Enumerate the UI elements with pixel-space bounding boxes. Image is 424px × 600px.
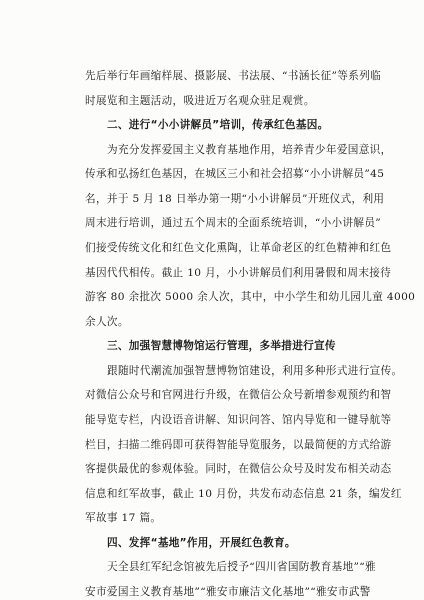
- paragraph-line: 游客 80 余批次 5000 余人次，其中，中小学生和幼儿园儿童 4000: [85, 291, 416, 303]
- paragraph-line: 余人次。: [85, 316, 129, 328]
- paragraph-line: 军故事 17 篇。: [85, 512, 162, 524]
- paragraph-line: 客提供最优的参观体验。同时，在微信公众号及时发布相关动态: [85, 463, 392, 475]
- paragraph-line: 栏目，扫描二维码即可获得智能导览服务，以最简便的方式给游: [85, 439, 392, 451]
- paragraph-line: 传承和弘扬红色基因，在城区三小和社会招募“小小讲解员”45: [85, 168, 385, 180]
- paragraph-line: 名，并于 5 月 18 日举办第一期“小小讲解员”开班仪式，利用: [85, 193, 385, 205]
- section-heading: 二、进行“小小讲解员”培训，传承红色基因。: [107, 119, 329, 131]
- paragraph-line: 安市爱国主义教育基地”“雅安市廉洁文化基地”“雅安市武警: [85, 586, 371, 598]
- section-heading: 四、发挥“基地”作用，开展红色教育。: [107, 537, 296, 549]
- section-heading: 三、加强智慧博物馆运行管理，多举措进行宣传: [107, 340, 336, 352]
- paragraph-line: 周末进行培训，通过五个周末的全面系统培训，“小小讲解员”: [85, 217, 382, 229]
- paragraph-line: 们接受传统文化和红色文化熏陶，让革命老区的红色精神和红色: [85, 242, 392, 254]
- paragraph-line: 跟随时代潮流加强智慧博物馆建设，利用多种形式进行宣传。: [107, 365, 403, 377]
- paragraph-line: 为充分发挥爱国主义教育基地作用，培养青少年爱国意识，: [107, 144, 392, 156]
- paragraph-line: 时展览和主题活动，吸进近万名观众驻足观赏。: [85, 95, 315, 107]
- paragraph-line: 基因代代相传。截止 10 月，小小讲解员们利用暑假和周末接待: [85, 267, 392, 279]
- paragraph-line: 先后举行年画缩样展、摄影展、书法展、“书涵长征”等系列临: [85, 70, 382, 82]
- paragraph-line: 能导览专栏，内设语音讲解、知识问答、馆内导览和一键导航等: [85, 414, 392, 426]
- paragraph-line: 信息和红军故事，截止 10 月份，共发布动态信息 21 条，编发红: [85, 488, 402, 500]
- paragraph-line: 对微信公众号和官网进行升级，在微信公众号新增参观预约和智: [85, 389, 392, 401]
- paragraph-line: 天全县红军纪念馆被先后授予“四川省国防教育基地”“雅: [107, 561, 377, 573]
